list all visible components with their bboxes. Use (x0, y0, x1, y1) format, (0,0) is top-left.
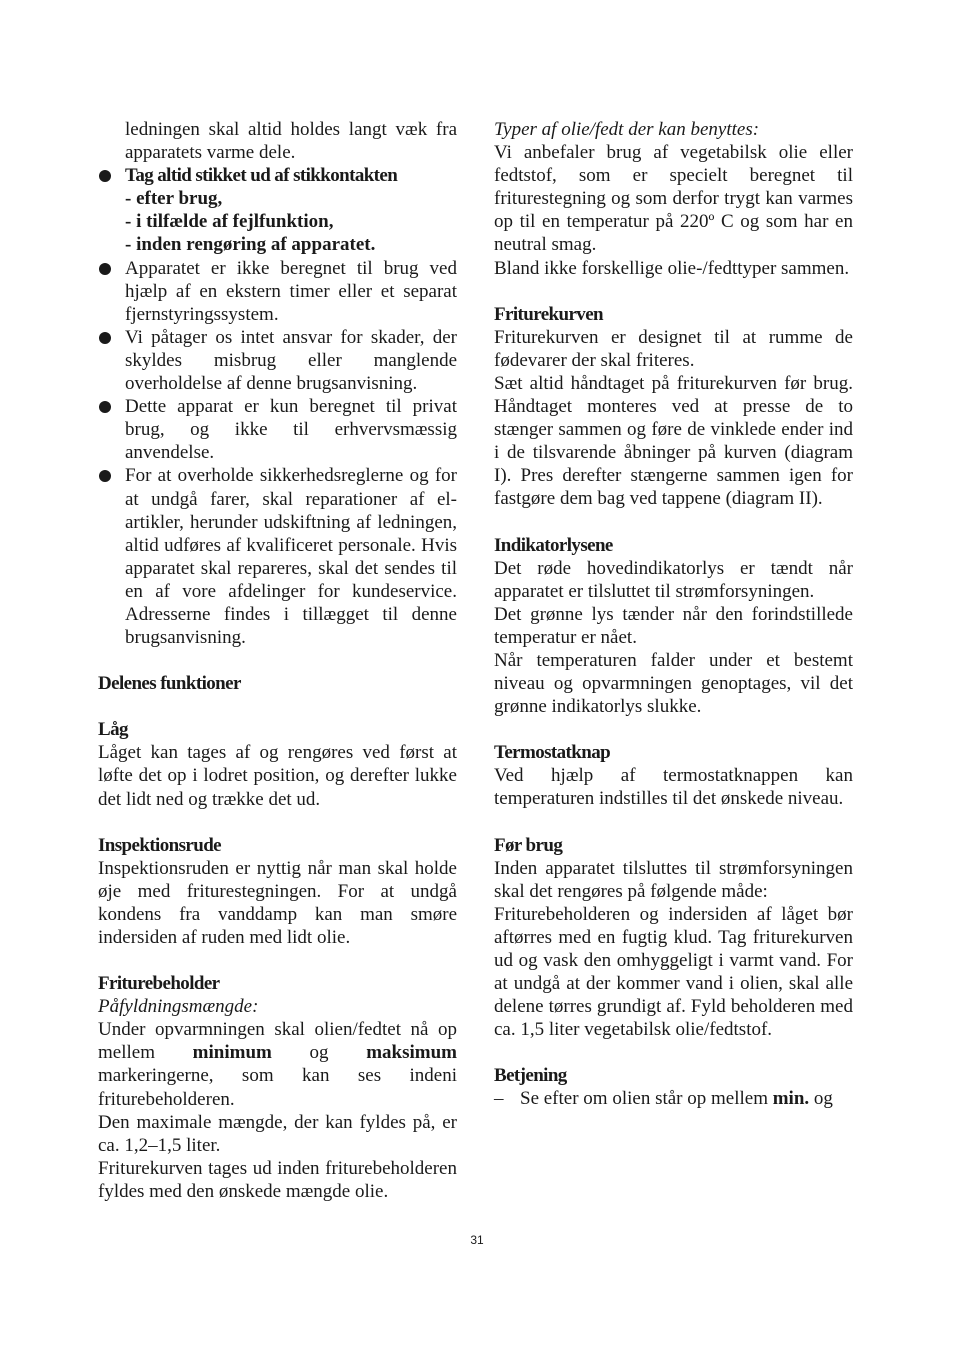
right-column (494, 118, 853, 1111)
window-text: Inspektionsruden er nyttig når man skal holde øje med friturestegningen. For at undgå kondens fra vanddamp kan man smøre indersiden af ruden med lidt olie. (98, 857, 457, 948)
heading-lid: Låg (98, 719, 128, 741)
page-number: 31 (470, 1233, 484, 1247)
basket-removed-text: Friturekurven tages ud inden friturebeholderen fyldes med den ønskede mængde olie. (98, 1157, 457, 1202)
thermostat-text: Ved hjælp af termostatknappen kan temperaturen indstilles til det ønskede niveau. (494, 765, 853, 810)
oil-text: Vi anbefaler brug af vegetabilsk olie eller fedtstof, som er specielt beregnet til friturestegning og som derfor trygt kan varmes op til en temperatur på 220º C og som har en neutral smag. (494, 142, 853, 256)
fill-text (98, 1018, 457, 1110)
heading-before-use: Før brug (494, 834, 563, 856)
op-min: min. (772, 1088, 810, 1110)
heading-operation: Betjening (494, 1065, 567, 1087)
bullet-private-use: Dette apparat er kun beregnet til privat brug, og ikke til erhvervsmæssig anvendelse. (98, 395, 457, 464)
before-use-text-1: Inden apparatet tilsluttes til strømforsyningen skal det rengøres på følgende måde: (494, 857, 853, 902)
bullet-liability: Vi påtager os intet ansvar for skader, der skyldes misbrug eller manglende overholdelse af denne brugsanvisning. (98, 326, 457, 395)
lights-text-2: Det grønne lys tænder når den forindstillede temperatur er nået. (494, 603, 853, 648)
op-post: og (809, 1088, 833, 1110)
bullet-unplug: Tag altid stikket ud af stikkontakten (98, 164, 457, 187)
unplug-cleaning: - inden rengøring af apparatet. (125, 234, 376, 256)
heading-container: Friturebeholder (98, 973, 220, 995)
basket-text-1: Friturekurven er designet til at rumme de fødevarer der skal friteres. (494, 326, 853, 371)
fill-max: maksimum (366, 1042, 458, 1064)
unplug-after-use: - efter brug, (125, 188, 223, 210)
lights-text-3: Når temperaturen falder under et bestemt niveau og opvarmningen genoptages, vil det grønne indikatorlys slukke. (494, 649, 853, 718)
fill-min: minimum (192, 1042, 272, 1064)
fill-post: markeringerne, som kan ses indeni friturebeholderen. (98, 1065, 457, 1110)
heading-functions: Delenes funktioner (98, 673, 241, 695)
left-column (98, 118, 457, 1203)
heading-window: Inspektionsrude (98, 834, 221, 856)
fill-label: Påfyldningsmængde: (98, 996, 259, 1018)
heading-thermostat: Termostatknap (494, 742, 611, 764)
intro-text: ledningen skal altid holdes langt væk fra apparatets varme dele. (125, 119, 457, 164)
oil-mix-text: Bland ikke forskellige olie-/fedttyper sammen. (494, 257, 850, 279)
unplug-malfunction: - i tilfælde af fejlfunktion, (125, 211, 334, 233)
bullet-repairs: For at overholde sikkerhedsreglerne og for at undgå farer, skal reparationer af el-artikler, herunder udskiftning af ledningen, altid udføres af kvalificeret personale. Hvis apparatet skal repareres, skal det sendes til en af vore afdelinger for kundeservice. Adresserne findes i tillægget til denne brugsanvisning. (98, 464, 457, 649)
lid-text: Låget kan tages af og rengøres ved først at løfte det op i lodret position, og derefter lukke det lidt ned og trække det ud. (98, 742, 457, 810)
op-pre: Se efter om olien står op mellem (520, 1088, 773, 1110)
heading-lights: Indikatorlysene (494, 534, 613, 556)
heading-basket: Friturekurven (494, 303, 604, 325)
lights-text-1: Det røde hovedindikatorlys er tændt når apparatet er tilsluttet til strømforsyningen. (494, 557, 853, 602)
basket-text-2: Sæt altid håndtaget på friturekurven før brug. Håndtaget monteres ved at presse de to stænger sammen og føre de vinklede ender ind i de tilsvarende åbninger på kurven (diagram I). Pres derefter stængerne sammen igen for fastgøre dem bag ved tappene (diagram II). (494, 372, 853, 510)
fill-mid: og (271, 1042, 367, 1064)
before-use-text-2: Friturebeholderen og indersiden af låget bør aftørres med en fugtig klud. Tag friturekurven ud og vask den omhyggeligt i varmt vand. For at undgå at der kommer vand i olien, skal alle delene tørres grundigt af. Fyld beholderen med ca. 1,5 liter vegetabilsk olie/fedtstof. (494, 903, 853, 1041)
bullet-timer: Apparatet er ikke beregnet til brug ved hjælp af en ekstern timer eller et separat fjernstyringssystem. (98, 257, 457, 326)
fill-pre: Under opvarmningen skal olien/fedtet nå op mellem (98, 1019, 457, 1064)
oil-label: Typer af olie/fedt der kan benyttes: (494, 119, 760, 140)
operation-step (494, 1087, 853, 1110)
max-amount-text: Den maximale mængde, der kan fyldes på, er ca. 1,2–1,5 liter. (98, 1111, 457, 1156)
